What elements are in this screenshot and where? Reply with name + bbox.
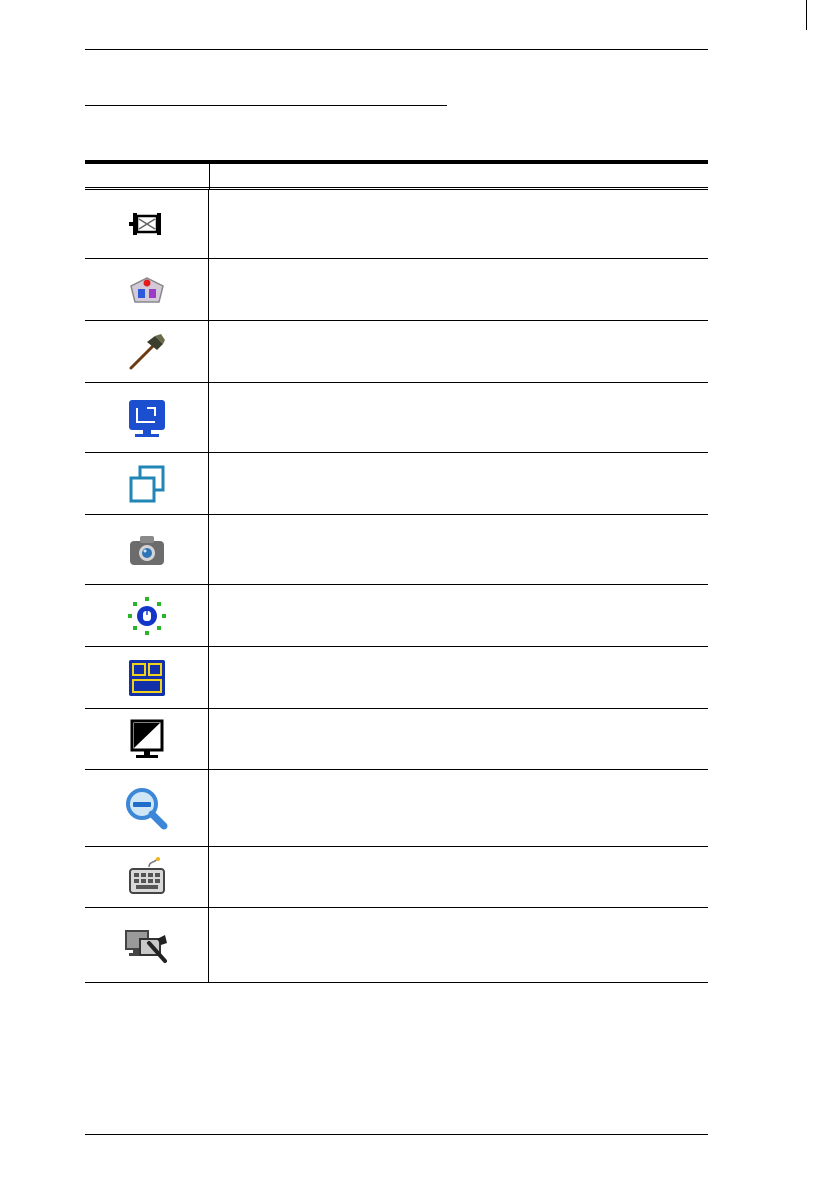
table-row — [85, 847, 708, 908]
function-text — [221, 709, 708, 769]
zoom-out-icon[interactable] — [85, 770, 209, 846]
function-text — [221, 259, 708, 320]
function-text — [221, 321, 708, 382]
table-row — [85, 383, 708, 453]
table-row — [85, 647, 708, 709]
macros-icon[interactable] — [85, 908, 209, 982]
fit-screen-icon[interactable] — [85, 190, 209, 258]
header-divider — [209, 164, 210, 190]
header-rule — [85, 49, 708, 50]
section-heading-rule — [85, 105, 447, 106]
table-row — [85, 709, 708, 770]
function-text — [221, 383, 708, 452]
ctrl-alt-del-icon[interactable] — [85, 647, 209, 708]
icon-table — [85, 160, 708, 983]
table-row — [85, 908, 708, 983]
full-screen-icon[interactable] — [85, 383, 209, 452]
function-text — [221, 453, 708, 514]
mouse-sync-icon[interactable] — [85, 585, 209, 646]
function-text — [221, 908, 708, 982]
table-row — [85, 770, 708, 847]
table-row — [85, 321, 708, 383]
function-text — [221, 585, 708, 646]
on-screen-keyboard-icon[interactable] — [85, 847, 209, 907]
function-text — [221, 190, 708, 258]
function-text — [221, 770, 708, 846]
crop-mark-top — [806, 0, 807, 30]
function-text — [221, 647, 708, 708]
function-text — [221, 847, 708, 907]
table-header — [85, 160, 708, 190]
table-row — [85, 515, 708, 585]
monitor-contrast-icon[interactable] — [85, 709, 209, 769]
camera-icon[interactable] — [85, 515, 209, 584]
video-settings-icon[interactable] — [85, 259, 209, 320]
table-row — [85, 259, 708, 321]
table-row — [85, 190, 708, 259]
multi-window-icon[interactable] — [85, 453, 209, 514]
footer-rule — [85, 1134, 708, 1135]
function-text — [221, 515, 708, 584]
table-row — [85, 453, 708, 515]
table-row — [85, 585, 708, 647]
hammer-icon[interactable] — [85, 321, 209, 382]
